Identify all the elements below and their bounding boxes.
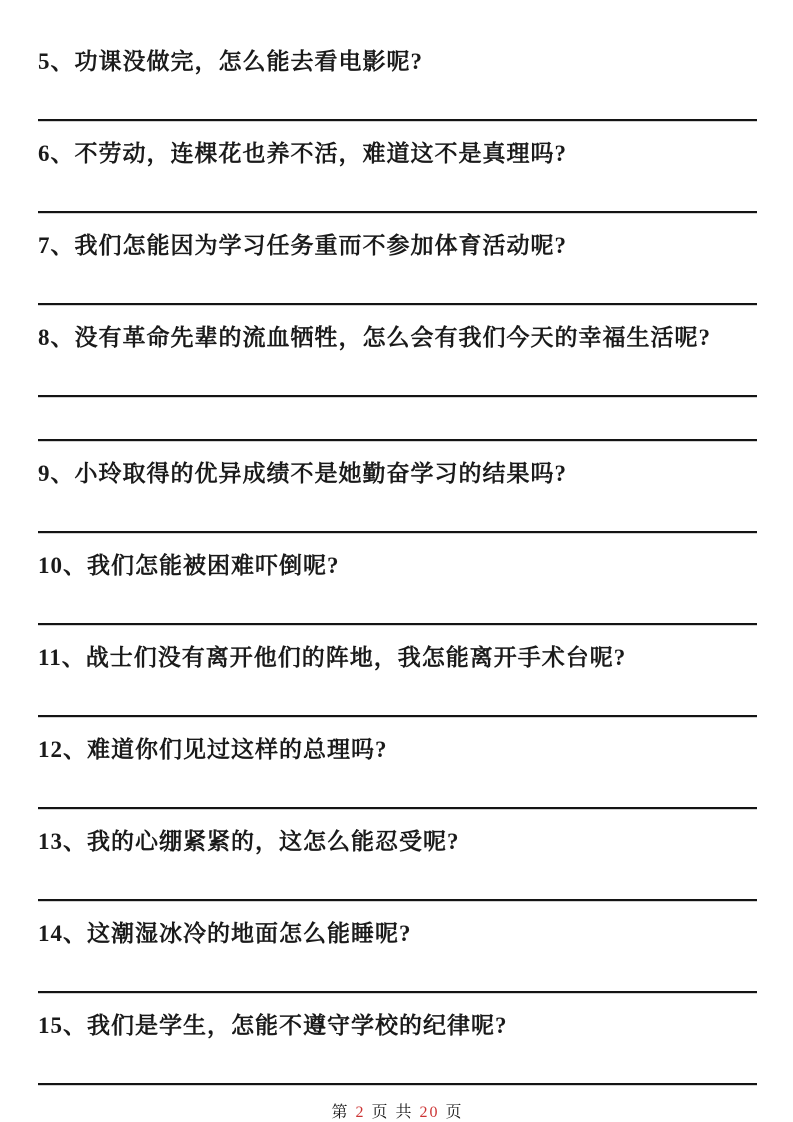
footer-middle: 页 共 (371, 1104, 414, 1121)
footer-prefix: 第 (331, 1104, 350, 1121)
questions-list (38, 48, 757, 1085)
question-text: 9、小玲取得的优异成绩不是她勤奋学习的结果吗? (38, 461, 567, 486)
footer-page-number: 2 (355, 1104, 366, 1121)
question-item (38, 736, 757, 809)
answer-line (38, 623, 757, 625)
question-text: 12、难道你们见过这样的总理吗? (38, 737, 388, 762)
question-item (38, 920, 757, 993)
question-text: 10、我们怎能被困难吓倒呢? (38, 553, 340, 578)
answer-line (38, 303, 757, 305)
answer-line (38, 899, 757, 901)
answer-line (38, 715, 757, 717)
question-item (38, 232, 757, 305)
question-text: 7、我们怎能因为学习任务重而不参加体育活动呢? (38, 233, 567, 258)
question-text: 6、不劳动，连棵花也养不活，难道这不是真理吗? (38, 141, 567, 166)
question-item (38, 460, 757, 533)
footer-total-pages: 20 (419, 1104, 440, 1121)
question-text: 11、战士们没有离开他们的阵地，我怎能离开手术台呢? (38, 645, 627, 670)
question-item (38, 828, 757, 901)
page-footer (38, 1104, 757, 1122)
footer-suffix: 页 (445, 1104, 464, 1121)
question-text: 13、我的心绷紧紧的，这怎么能忍受呢? (38, 829, 460, 854)
question-text: 5、功课没做完，怎么能去看电影呢? (38, 49, 423, 74)
question-text: 14、这潮湿冰冷的地面怎么能睡呢? (38, 921, 412, 946)
question-item (38, 552, 757, 625)
answer-line (38, 439, 757, 441)
answer-line (38, 119, 757, 121)
question-text: 15、我们是学生，怎能不遵守学校的纪律呢? (38, 1013, 508, 1038)
question-item (38, 644, 757, 717)
question-item (38, 48, 757, 121)
question-item (38, 1012, 757, 1085)
answer-line (38, 1083, 757, 1085)
answer-line (38, 395, 757, 397)
answer-line (38, 531, 757, 533)
answer-line (38, 807, 757, 809)
question-item (38, 324, 757, 441)
question-text: 8、没有革命先辈的流血牺牲，怎么会有我们今天的幸福生活呢? (38, 325, 711, 350)
question-item (38, 140, 757, 213)
answer-line (38, 991, 757, 993)
answer-line (38, 211, 757, 213)
